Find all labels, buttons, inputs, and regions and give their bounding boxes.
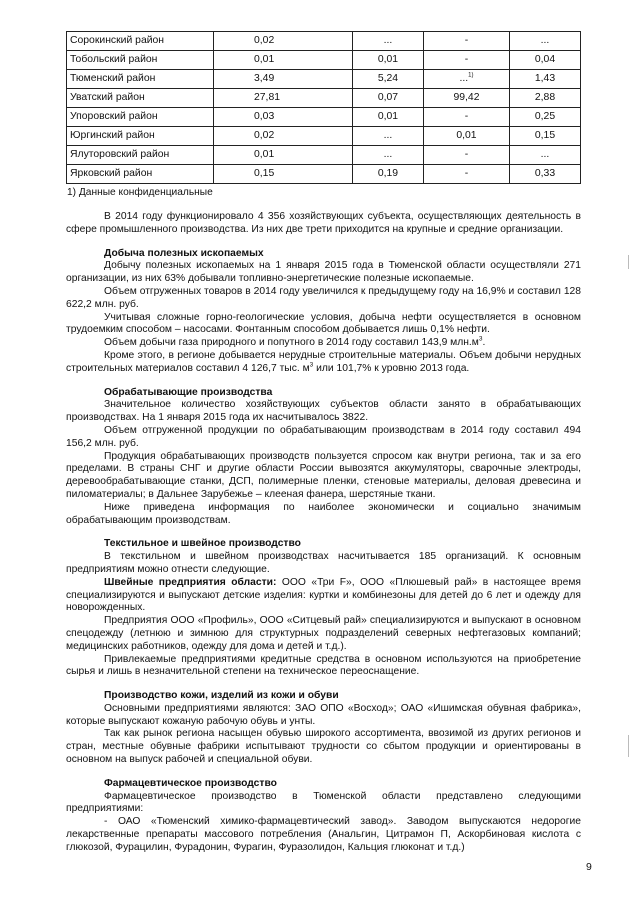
value-cell-3: 0,01 — [423, 127, 509, 146]
value-cell-4: 0,33 — [510, 165, 581, 184]
value-cell-3: ...$^{1)}$ — [423, 70, 509, 89]
mining-paragraph-3: Учитывая сложные горно-геологические условия, добыча нефти осуществляется в основном трудоемким способом – насосами. Фонтанным способом добывается лишь 0,1% нефти. — [66, 311, 581, 336]
value-cell-2: ... — [353, 146, 424, 165]
scan-margin-mark — [628, 255, 629, 269]
value-cell-1: 27,81 — [214, 89, 353, 108]
district-cell: Сорокинский район — [67, 32, 214, 51]
leather-paragraph-1: Основными предприятиями являются: ЗАО ОПО «Восход»; ОАО «Ишимская обувная фабрика», которые выпускают кожаную рабочую обувь и унты. — [66, 702, 581, 727]
value-cell-1: 0,02 — [214, 127, 353, 146]
value-cell-3: - — [423, 108, 509, 127]
value-cell-3: - — [423, 32, 509, 51]
leather-paragraph-2: Так как рынок региона насыщен обувью широкого ассортимента, ввозимой из других регионов и стран, местные обувные фабрики испытывают трудности со сбытом продукции и ориентированы в основном на выпуск рабочей и специальной обуви. — [66, 728, 581, 766]
value-cell-2: ... — [353, 32, 424, 51]
table-row — [67, 32, 581, 51]
district-cell: Ярковский район — [67, 165, 214, 184]
heading-pharma: Фармацевтическое производство — [104, 777, 277, 789]
value-cell-4: 0,04 — [510, 51, 581, 70]
district-cell: Уватский район — [67, 89, 214, 108]
value-cell-4: ... — [510, 32, 581, 51]
textile-paragraph-2: Швейные предприятия области: ООО «Три F», ООО «Плюшевый рай» в настоящее время специализируются и выпускают детские изделия: куртки и комбинезоны для детей до 6 лет и одежду для новорожденных. — [66, 576, 581, 614]
manufacturing-paragraph-4: Ниже приведена информация по наиболее экономически и социально значимым обрабатывающим производствам. — [66, 501, 581, 526]
value-cell-1: 0,15 — [214, 165, 353, 184]
value-cell-3: - — [423, 51, 509, 70]
table-row — [67, 127, 581, 146]
value-cell-4: 2,88 — [510, 89, 581, 108]
mining-paragraph-1: Добычу полезных ископаемых на 1 января 2015 года в Тюменской области осуществляли 271 организации, из них 63% добывали топливно-энергетические полезные ископаемые. — [66, 260, 581, 285]
table-row — [67, 146, 581, 165]
heading-textile: Текстильное и швейное производство — [104, 538, 301, 550]
district-cell: Тюменский район — [67, 70, 214, 89]
district-cell: Упоровский район — [67, 108, 214, 127]
value-cell-4: ... — [510, 146, 581, 165]
table-row — [67, 89, 581, 108]
mining-paragraph-2: Объем отгруженных товаров в 2014 году увеличился к предыдущему году на 16,9% и составил 128 622,2 млн. руб. — [66, 285, 581, 310]
table-row — [67, 70, 581, 89]
value-cell-1: 3,49 — [214, 70, 353, 89]
value-cell-3: 99,42 — [423, 89, 509, 108]
district-cell: Ялуторовский район — [67, 146, 214, 165]
value-cell-2: 0,19 — [353, 165, 424, 184]
value-cell-1: 0,01 — [214, 146, 353, 165]
district-cell: Тобольский район — [67, 51, 214, 70]
value-cell-2: 5,24 — [353, 70, 424, 89]
value-cell-3: - — [423, 165, 509, 184]
textile-paragraph-4: Привлекаемые предприятиями кредитные средства в основном используются на приобретение сырья и лишь в незначительной степени на техническое переоснащение. — [66, 653, 581, 678]
page-number: 9 — [586, 861, 592, 873]
heading-manufacturing: Обрабатывающие производства — [104, 386, 273, 398]
value-cell-2: 0,01 — [353, 108, 424, 127]
textile-paragraph-1: В текстильном и швейном производствах насчитывается 185 организаций. К основным предприятиям можно отнести следующие. — [66, 551, 581, 575]
mining-paragraph-4: Объем добычи газа природного и попутного в 2014 году составил 143,9 $млн.м^3$. — [104, 335, 486, 349]
table-row — [67, 108, 581, 127]
value-cell-4: 0,15 — [510, 127, 581, 146]
pharma-paragraph-2: - ОАО «Тюменский химико-фармацевтический завод». Заводом выпускаются недорогие лекарственные препараты массового потребления (Анальгин, Цитрамон П, Аскорбиновая кислота с глюкозой, Фурацилин, Фурадонин, Фурагин, Фуразолидон, Кальция глюконат и т.д.) — [66, 816, 581, 853]
footnote-marker: 1) — [468, 72, 474, 79]
scan-margin-mark — [628, 735, 629, 757]
mining-paragraph-5: Кроме этого, в регионе добывается нерудные строительные материалы. Объем добычи нерудных строительных материалов составил 4 126,7 тыс. $м^3$ или 101,7% к уровню 2013 года. — [66, 349, 581, 374]
pharma-paragraph-1: Фармацевтическое производство в Тюменской области представлено следующими предприятиями: — [66, 790, 581, 815]
manufacturing-paragraph-1: Значительное количество хозяйствующих субъектов области занято в обрабатывающих производствах. На 1 января 2015 года их насчитывалось 3822. — [66, 399, 581, 424]
value-cell-1: 0,03 — [214, 108, 353, 127]
manufacturing-paragraph-2: Объем отгруженной продукции по обрабатывающим производствам в 2014 году составил 494 156,2 млн. руб. — [66, 424, 581, 449]
table-row — [67, 165, 581, 184]
production-table — [66, 31, 581, 184]
value-cell-2: 0,01 — [353, 51, 424, 70]
value-cell-4: 0,25 — [510, 108, 581, 127]
heading-mining: Добыча полезных ископаемых — [104, 247, 264, 259]
value-cell-3: - — [423, 146, 509, 165]
text-body — [66, 211, 581, 855]
district-cell: Юргинский район — [67, 127, 214, 146]
intro-paragraph: В 2014 году функционировало 4 356 хозяйствующих субъекта, осуществляющих деятельность в сфере промышленного производства. Из них две трети приходится на крупные и средние организации. — [66, 211, 581, 235]
table-footnote: 1) Данные конфиденциальные — [67, 187, 213, 198]
value-cell-4: 1,43 — [510, 70, 581, 89]
value-cell-1: 0,01 — [214, 51, 353, 70]
value-cell-1: 0,02 — [214, 32, 353, 51]
heading-leather: Производство кожи, изделий из кожи и обуви — [104, 690, 339, 702]
textile-paragraph-3: Предприятия ООО «Профиль», ООО «Ситцевый рай» специализируются и выпускают в основном спецодежду (летнюю и зимнюю для структурных подразделений северных нефтегазовых компаний; медицинских работников, одежду для дома и детей и т.д.). — [66, 615, 581, 652]
table-row — [67, 51, 581, 70]
manufacturing-paragraph-3: Продукция обрабатывающих производств пользуется спросом как внутри региона, так и за его пределами. В страны СНГ и другие области России вывозятся аккумуляторы, сварочные электроды, деревообрабатывающие станки, ДСП, полимерные пленки, стеновые материалы, деловая древесина и пиломатериалы; в Дальнее Зарубежье – клееная фанера, шерстяные ткани. — [66, 450, 581, 500]
value-cell-2: 0,07 — [353, 89, 424, 108]
value-cell-2: ... — [353, 127, 424, 146]
